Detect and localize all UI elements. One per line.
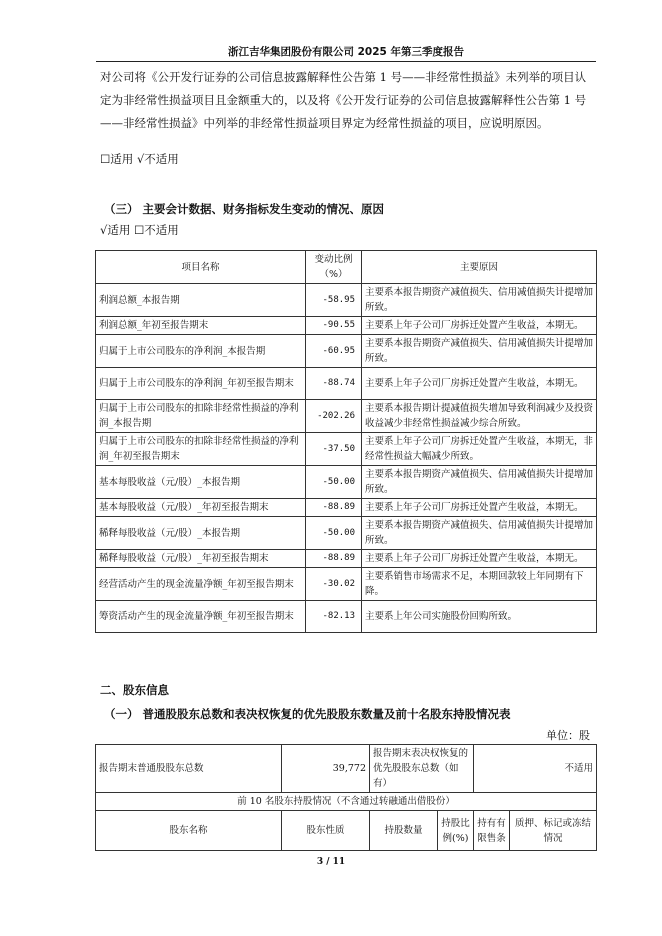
change-table-row — [96, 517, 597, 550]
row-item: 基本每股收益（元/股）_本报告期 — [96, 466, 306, 499]
intro-applicability: ☐适用 √不适用 — [100, 152, 179, 166]
row-ratio: -88.89 — [306, 550, 362, 568]
unit-label: 单位：股 — [546, 729, 590, 742]
row-ratio: -50.00 — [306, 517, 362, 550]
row-item: 稀释每股收益（元/股）_年初至报告期末 — [96, 550, 306, 568]
row-item: 稀释每股收益（元/股）_本报告期 — [96, 517, 306, 550]
intro-line-3: ——非经常性损益》中列举的非经常性损益项目界定为经常性损益的项目，应说明原因。 — [100, 116, 549, 130]
change-table-row — [96, 368, 597, 400]
row-ratio: -82.13 — [306, 601, 362, 633]
row-reason: 主要系上年子公司厂房拆迁处置产生收益，本期无，非经常性损益大幅减少所致。 — [362, 433, 597, 466]
shareholders-total-row — [96, 745, 597, 793]
row-ratio: -50.00 — [306, 466, 362, 499]
row-reason: 主要系销售市场需求不足，本期回款较上年同期有下降。 — [362, 568, 597, 601]
intro-line-1: 对公司将《公开发行证券的公司信息披露解释性公告第 1 号——非经常性损益》未列举的项目认 — [100, 70, 587, 84]
row-item: 归属于上市公司股东的扣除非经常性损益的净利润_本报告期 — [96, 400, 306, 433]
row-ratio: -60.95 — [306, 335, 362, 368]
row-ratio: -90.55 — [306, 317, 362, 335]
header-reason: 主要原因 — [362, 251, 597, 284]
header-ratio — [306, 251, 362, 284]
change-table-row — [96, 317, 597, 335]
pref-value: 不适用 — [474, 745, 597, 793]
row-reason: 主要系上年子公司厂房拆迁处置产生收益，本期无。 — [362, 317, 597, 335]
col-qty: 持股数量 — [370, 811, 438, 851]
row-reason: 主要系上年子公司厂房拆迁处置产生收益，本期无。 — [362, 368, 597, 400]
row-item: 经营活动产生的现金流量净额_年初至报告期末 — [96, 568, 306, 601]
header-ratio-line1: 变动比例 — [314, 254, 353, 265]
change-table-row — [96, 499, 597, 517]
row-item: 基本每股收益（元/股）_年初至报告期末 — [96, 499, 306, 517]
row-item: 利润总额_年初至报告期末 — [96, 317, 306, 335]
total-label: 报告期末普通股股东总数 — [96, 745, 282, 793]
row-ratio: -88.89 — [306, 499, 362, 517]
intro-line-2: 定为非经常性损益项目且金额重大的，以及将《公开发行证券的公司信息披露解释性公告第 1 号 — [100, 93, 587, 107]
col-ratio: 持股比例(%) — [438, 811, 474, 851]
row-reason: 主要系本报告期资产减值损失、信用减值损失计提增加所致。 — [362, 517, 597, 550]
change-table-row — [96, 400, 597, 433]
intro-paragraph — [100, 66, 600, 135]
row-ratio: -58.95 — [306, 284, 362, 317]
header-item: 项目名称 — [96, 251, 306, 284]
change-table-row — [96, 550, 597, 568]
row-reason: 主要系本报告期计提减值损失增加导致利润减少及投资收益减少非经常性损益减少综合所致。 — [362, 400, 597, 433]
top10-header-row — [96, 811, 597, 851]
col-type: 股东性质 — [282, 811, 370, 851]
page-header: 浙江吉华集团股份有限公司 2025 年第三季度报告 — [227, 46, 465, 58]
row-item: 归属于上市公司股东的净利润_年初至报告期末 — [96, 368, 306, 400]
row-ratio: -202.26 — [306, 400, 362, 433]
change-table — [95, 250, 597, 633]
shareholders-table — [95, 744, 597, 851]
change-table-row — [96, 466, 597, 499]
row-reason: 主要系本报告期资产减值损失、信用减值损失计提增加所致。 — [362, 335, 597, 368]
top10-title: 前 10 名股东持股情况（不含通过转融通出借股份） — [96, 793, 597, 811]
row-item: 归属于上市公司股东的净利润_本报告期 — [96, 335, 306, 368]
change-table-row — [96, 601, 597, 633]
section-3-applicability: √适用 ☐不适用 — [100, 223, 179, 237]
section-shareholders-title: 二、股东信息 — [100, 683, 169, 697]
row-reason: 主要系本报告期资产减值损失、信用减值损失计提增加所致。 — [362, 284, 597, 317]
header-ratio-line2: （%） — [319, 269, 348, 280]
change-table-header — [96, 251, 597, 284]
row-reason: 主要系上年子公司厂房拆迁处置产生收益，本期无。 — [362, 499, 597, 517]
row-reason: 主要系本报告期资产减值损失、信用减值损失计提增加所致。 — [362, 466, 597, 499]
row-ratio: -30.02 — [306, 568, 362, 601]
col-restricted: 持有有限售条 — [474, 811, 510, 851]
change-table-row — [96, 284, 597, 317]
page-number: 3 / 11 — [316, 857, 346, 867]
row-ratio: -37.50 — [306, 433, 362, 466]
row-item: 利润总额_本报告期 — [96, 284, 306, 317]
row-ratio: -88.74 — [306, 368, 362, 400]
row-item: 筹资活动产生的现金流量净额_年初至报告期末 — [96, 601, 306, 633]
shareholders-subtitle: （一） 普通股股东总数和表决权恢复的优先股股东数量及前十名股东持股情况表 — [104, 707, 511, 721]
change-table-row — [96, 335, 597, 368]
top10-title-row — [96, 793, 597, 811]
section-3-title: （三） 主要会计数据、财务指标发生变动的情况、原因 — [104, 202, 385, 216]
col-name: 股东名称 — [96, 811, 282, 851]
change-table-row — [96, 433, 597, 466]
row-item: 归属于上市公司股东的扣除非经常性损益的净利润_年初至报告期末 — [96, 433, 306, 466]
row-reason: 主要系上年公司实施股份回购所致。 — [362, 601, 597, 633]
change-table-row — [96, 568, 597, 601]
pref-label: 报告期末表决权恢复的优先股股东总数（如有） — [370, 745, 474, 793]
total-value: 39,772 — [282, 745, 370, 793]
header-rule — [96, 61, 596, 62]
col-pledge: 质押、标记或冻结情况 — [510, 811, 597, 851]
row-reason: 主要系上年子公司厂房拆迁处置产生收益，本期无。 — [362, 550, 597, 568]
